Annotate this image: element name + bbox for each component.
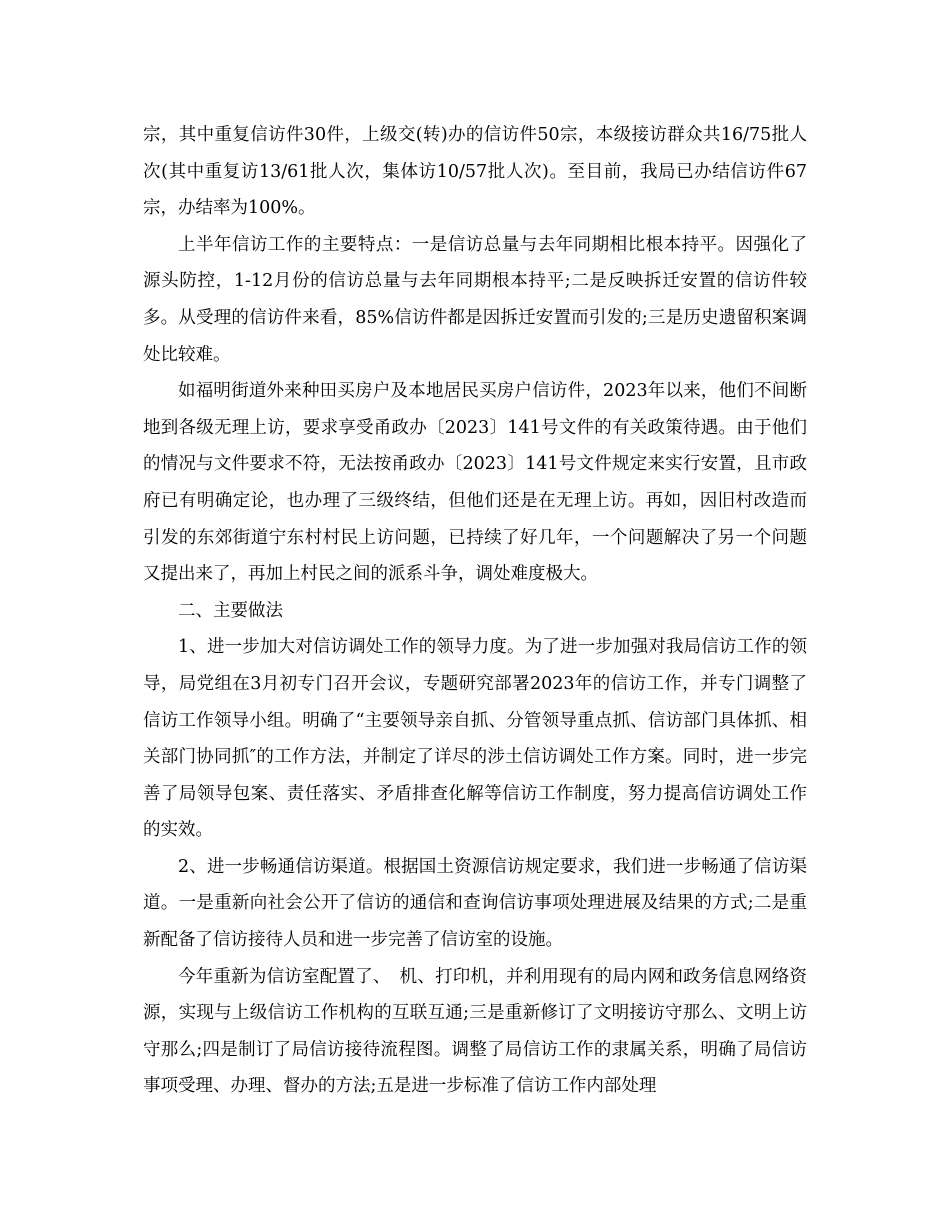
- paragraph-6: 今年重新为信访室配置了、 机、打印机，并利用现有的局内网和政务信息网络资源，实现与上级信访工作机构的互联互通;三是重新修订了文明接访守那么、文明上访守那么;四是制订了局信访接待流程图。调整了局信访工作的隶属关系，明确了局信访事项受理、办理、督办的方法;五是进一步标准了信访工作内部处理: [143, 966, 807, 1097]
- paragraph-5: 2、进一步畅通信访渠道。根据国土资源信访规定要求，我们进一步畅通了信访渠道。一是重新向社会公开了信访的通信和查询信访事项处理进展及结果的方式;二是重新配备了信访接待人员和进一步完善了信访室的设施。: [143, 856, 807, 951]
- paragraph-1: 宗，其中重复信访件30件，上级交(转)办的信访件50宗，本级接访群众共16/75批人次(其中重复访13/61批人次，集体访10/57批人次)。至目前，我局已办结信访件67宗，办结率为100%。: [143, 125, 807, 219]
- paragraph-4: 1、进一步加大对信访调处工作的领导力度。为了进一步加强对我局信访工作的领导，局党组在3月初专门召开会议，专题研究部署2023年的信访工作，并专门调整了信访工作领导小组。明确了“主要领导亲自抓、分管领导重点抓、信访部门具体抓、相关部门协同抓″的工作方法，并制定了详尽的涉土信访调处工作方案。同时，进一步完善了局领导包案、责任落实、矛盾排查化解等信访工作制度，努力提高信访调处工作的实效。: [143, 637, 807, 841]
- paragraph-2: 上半年信访工作的主要特点：一是信访总量与去年同期相比根本持平。因强化了源头防控，1-12月份的信访总量与去年同期根本持平;二是反映拆迁安置的信访件较多。从受理的信访件来看，85%信访件都是因拆迁安置而引发的;三是历史遗留积案调处比较难。: [143, 234, 807, 365]
- section-heading: 二、主要做法: [178, 600, 283, 621]
- paragraph-3: 如福明街道外来种田买房户及本地居民买房户信访件，2023年以来，他们不间断地到各级无理上访，要求享受甬政办〔2023〕141号文件的有关政策待遇。由于他们的情况与文件要求不符，无法按甬政办〔2023〕141号文件规定来实行安置，且市政府已有明确定论，也办理了三级终结，但他们还是在无理上访。再如，因旧村改造而引发的东郊街道宁东村村民上访问题，已持续了好几年，一个问题解决了另一个问题又提出来了，再加上村民之间的派系斗争，调处难度极大。: [143, 381, 807, 585]
- document-body: [143, 117, 807, 1105]
